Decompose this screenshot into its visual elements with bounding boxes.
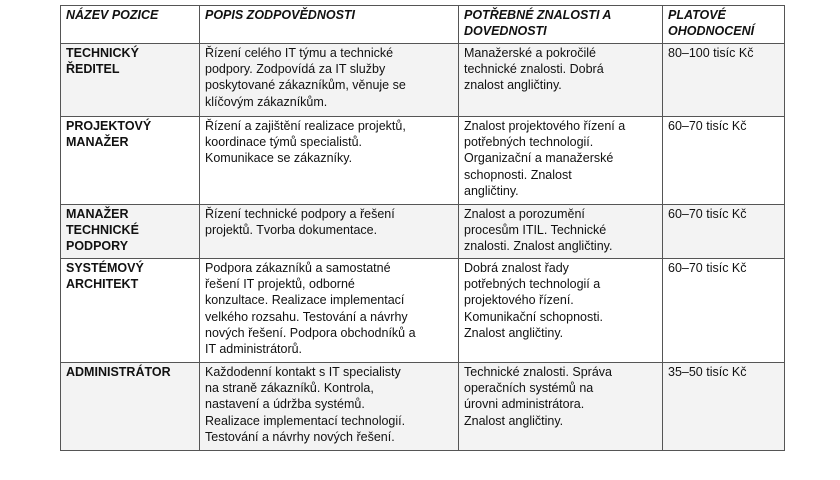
header-text: POTŘEBNÉ ZNALOSTI A — [464, 8, 612, 22]
cell-line: angličtiny. — [464, 183, 519, 198]
description-cell — [200, 44, 459, 117]
cell-line: potřebných technologií. — [464, 135, 594, 150]
cell-line: Znalost angličtiny. — [464, 413, 564, 428]
cell-line: konzultace. Realizace implementací — [205, 293, 405, 308]
cell-line: Testování a návrhy nových řešení. — [205, 429, 395, 444]
cell-line: znalost angličtiny. — [464, 78, 562, 93]
cell-line: nastavení a údržba systémů. — [205, 397, 365, 412]
skills-cell — [459, 44, 663, 117]
header-row — [61, 6, 785, 44]
skills-cell — [459, 205, 663, 259]
salary-cell — [663, 259, 785, 363]
salary-cell — [663, 44, 785, 117]
cell-line: 60–70 tisíc Kč — [668, 261, 747, 275]
cell-line: Technické znalosti. Správa — [464, 365, 612, 379]
cell-line: ARCHITEKT — [66, 277, 139, 292]
header-text: POPIS ZODPOVĚDNOSTI — [205, 8, 356, 22]
salary-cell — [663, 205, 785, 259]
position-cell — [61, 259, 200, 363]
cell-line: Řízení a zajištění realizace projektů, — [205, 119, 406, 133]
cell-line: Komunikační schopnosti. — [464, 309, 603, 324]
cell-line: Realizace implementací technologií. — [205, 413, 406, 428]
salary-cell — [663, 117, 785, 205]
cell-line: úrovni administrátora. — [464, 397, 585, 412]
position-cell — [61, 44, 200, 117]
table-row — [61, 205, 785, 259]
cell-line: schopnosti. Znalost — [464, 167, 572, 182]
header-description — [200, 6, 459, 44]
cell-line: technické znalosti. Dobrá — [464, 62, 604, 77]
cell-line: nových řešení. Podpora obchodníků a — [205, 325, 416, 340]
header-text: PLATOVÉ — [668, 8, 726, 22]
cell-line: Znalost a porozumění — [464, 207, 585, 221]
description-cell — [200, 363, 459, 451]
cell-line: procesům ITIL. Technické — [464, 223, 607, 238]
cell-line: PODPORY — [66, 239, 129, 254]
header-text: NÁZEV POZICE — [66, 8, 159, 22]
cell-line: projektového řízení. — [464, 293, 574, 308]
position-cell — [61, 205, 200, 259]
cell-line: Dobrá znalost řady — [464, 261, 569, 275]
table-row — [61, 117, 785, 205]
cell-line: Podpora zákazníků a samostatné — [205, 261, 391, 275]
cell-line: koordinace týmů specialistů. — [205, 135, 363, 150]
cell-line: ADMINISTRÁTOR — [66, 365, 171, 379]
position-cell — [61, 117, 200, 205]
header-skills — [459, 6, 663, 44]
cell-line: operačních systémů na — [464, 381, 594, 396]
description-cell — [200, 259, 459, 363]
cell-line: PROJEKTOVÝ — [66, 119, 152, 133]
cell-line: 60–70 tisíc Kč — [668, 207, 747, 221]
cell-line: Každodenní kontakt s IT specialisty — [205, 365, 401, 379]
cell-line: Řízení technické podpory a řešení — [205, 207, 395, 221]
skills-cell — [459, 259, 663, 363]
cell-line: 60–70 tisíc Kč — [668, 119, 747, 133]
table-row — [61, 44, 785, 117]
cell-line: klíčovým zákazníkům. — [205, 94, 328, 109]
cell-line: Organizační a manažerské — [464, 151, 614, 166]
cell-line: MANAŽER — [66, 207, 129, 221]
cell-line: MANAŽER — [66, 135, 129, 150]
position-cell — [61, 363, 200, 451]
cell-line: řešení IT projektů, odborné — [205, 277, 355, 292]
cell-line: Znalost angličtiny. — [464, 325, 564, 340]
table-row — [61, 259, 785, 363]
skills-cell — [459, 117, 663, 205]
cell-line: ŘEDITEL — [66, 62, 120, 77]
cell-line: 35–50 tisíc Kč — [668, 365, 747, 379]
header-text: OHODNOCENÍ — [668, 24, 755, 39]
cell-line: 80–100 tisíc Kč — [668, 46, 754, 60]
cell-line: Manažerské a pokročilé — [464, 46, 597, 60]
header-text: DOVEDNOSTI — [464, 24, 547, 39]
skills-cell — [459, 363, 663, 451]
cell-line: Znalost projektového řízení a — [464, 119, 626, 133]
header-position — [61, 6, 200, 44]
cell-line: SYSTÉMOVÝ — [66, 261, 144, 275]
salary-cell — [663, 363, 785, 451]
cell-line: velkého rozsahu. Testování a návrhy — [205, 309, 408, 324]
cell-line: potřebných technologií a — [464, 277, 601, 292]
positions-table — [60, 5, 785, 451]
description-cell — [200, 205, 459, 259]
cell-line: na straně zákazníků. Kontrola, — [205, 381, 374, 396]
cell-line: znalosti. Znalost angličtiny. — [464, 239, 613, 254]
cell-line: podpory. Zodpovídá za IT služby — [205, 62, 386, 77]
cell-line: Komunikace se zákazníky. — [205, 151, 353, 166]
header-salary — [663, 6, 785, 44]
table-row — [61, 363, 785, 451]
description-cell — [200, 117, 459, 205]
cell-line: Řízení celého IT týmu a technické — [205, 46, 394, 60]
cell-line: IT administrátorů. — [205, 342, 303, 357]
cell-line: TECHNICKÝ — [66, 46, 139, 60]
cell-line: projektů. Tvorba dokumentace. — [205, 223, 378, 238]
cell-line: poskytované zákazníkům, věnuje se — [205, 78, 406, 93]
cell-line: TECHNICKÉ — [66, 223, 139, 238]
